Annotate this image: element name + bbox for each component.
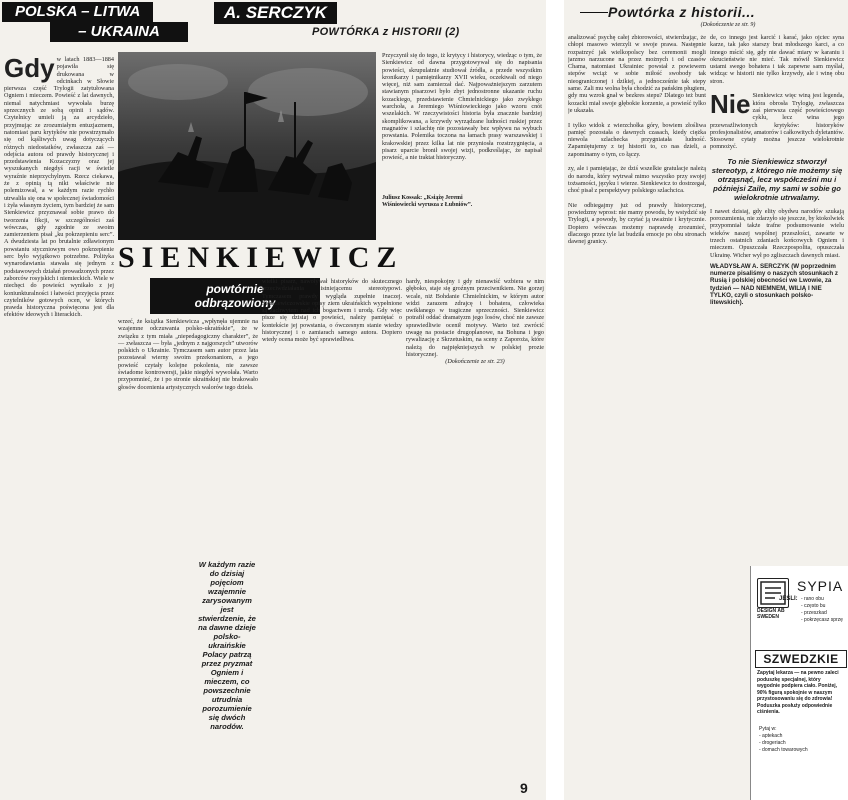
column-text: I nawet dzisiaj, gdy elity obydwu narodów szukają porozumienia, nie zdarzyło się jeszcze, by ktokolwiek przypomniał także trafne podsumowanie wielu wieków naszej wspólnej przeszłości, zawarte w trzech ostatnich zdaniach końcowych Ogniem i mieczem. Opuszczała Rzeczpospolita, opuszczała Ukrainę. Wicher wył po zgliszczach dawnych miast.	[710, 207, 844, 259]
article-headline: SIENKIEWICZ	[118, 241, 404, 274]
painting-illustration	[118, 52, 376, 240]
list-item: Pytaj w:	[759, 726, 777, 732]
list-item: - drogeriach	[759, 740, 786, 746]
text-column-4	[262, 278, 402, 778]
ad-list	[801, 596, 843, 624]
right-text-column-1	[568, 34, 706, 794]
right-text-column-2	[710, 34, 844, 564]
logo-icon	[758, 579, 788, 607]
column-text: w latach 1883—1884 pojawiła się drukowana w odcinkach w Słowie pierwsza część Trylogii zatytułowana Ogniem i mieczem. Powieść z lat dawnych, niemal natychmiast wywołała burzę sprzecznych ze sobą opinii i sądów. Czytelnicy umieli ją za arcydzieło, przyjmując ze zrozumiałym entuzjazmem, natomiast paru krytyków nie powstrzymało się od kąśliwych uwag dotyczących różnych niedostatków, zwłaszcza zaś — odejścia autora od prawdy historycznej i przedstawienia Kozaczyzny oraz jej wyszukanych niegdyś racji w świetle wyraźnie nieprzychylnym. Rzecz ciekawa, że z opinią tą nikt właściwie nie polemizował, a w każdym razie rychło utrwaliła się ona w społecznej świadomości i żyła własnym życiem, tym bardziej że sam Sienkiewicz przyznawał sobie prawo do tworzenia fikcji, w szczególności zaś wówczas, gdy zgodnie ze swoim zamierzeniem pisał „ku pokrzepieniu serc”. A dwudziesta lat po brutalnie zdławionym powstaniu styczniowym owo pokrzepienie serc było wyjątkowo potrzebne. Polityka wynarodawiania stawała się jednym z podstawowych działań prowadzonych przez zaborców rosyjskich i niemieckich. Wiele w niechęci do powieści wynikało z jej koniunkturalności i łatwości przyjęcia przez czytelników gotowych ocen, w których prawda historyczna poświęcona jest dla efektów ideowych i literackich.	[4, 56, 114, 319]
ad-banner: SZWEDZKIE	[755, 650, 847, 668]
ad-list-heading: JEŚLI:	[779, 596, 798, 602]
column-text: zy, ale i pamiętając, że dziś wszelkie gratulacje należą do narodu, który wytrwał mimo wszystko przy swojej tożsamości, języku i wierze. Sienkiewicz to dostrzegał, choć pisał z perspektywy polskiego szlachcica.	[568, 165, 706, 195]
list-item: - pokrzęcasz sprzę	[801, 617, 843, 623]
list-item: - rano obu	[801, 596, 824, 602]
header-author: A. SERCZYK	[214, 2, 337, 24]
subtitle-line1: powtórnie	[206, 282, 264, 296]
column-text: wrzeć, że książka Sienkiewicza „wpłynęła ujemnie na wzajemne odczuwania polsko-ukraińskie”, że w związku z tym miała „niepedagogiczny charakter”, że — zwłaszcza — była „jednym z najgorszych” utworów polskich o Ukrainie. Tymczasem sam autor przez lata pozostawał wierny swoim przekonaniom, a jego powieść czytały kolejne pokolenia, nie zawsze świadome kontrowersji, jakie niegdyś wywołała. Warto przypomnieć, że i po stronie ukraińskiej nie brakowało głosów docenienia artystycznych walorów tego dzieła.	[118, 318, 258, 391]
drop-cap: Gdy	[4, 56, 55, 83]
design-logo	[757, 578, 789, 608]
column-text: wielki pisarz, nawoływał historyków do skutecznego przeciwdziałania istniejącemu stereotypowi. Tymczasem prawdy wygląda zupełnie inaczej. Sienkiewiczowskie opisy ziem ukraińskich wypełnione są zachwytem nad ich bogactwem i urodą. Gdy więc pisze się dzisiaj o powieści, należy pamiętać o kontekście jej powstania, o ówczesnym stanie wiedzy historycznej i o zamiarach samego autora. Dopiero wtedy ocena może być sprawiedliwa.	[262, 278, 402, 344]
photo-caption: Juliusz Kossak: „Książę Jeremi Wiśniowiecki wyrusza z Łubniów”.	[382, 195, 473, 208]
column-text: Przyczynił się do tego, iż krytycy i historycy, wiedząc o tym, że Sienkiewicz od dawna przygotowywał się do napisania powieści, skrupulatnie studiował źródła, a przede wszystkim kronikarzy i pamiętnikarzy XVII wieku, oczekiwali od niego więcej, niż sam zamierzał dać. Najpoważniejszym zarzutem stawianym pisarzowi było zbyt jednostronne ukazanie ruchu kozackiego, przedstawienie Chmielnickiego jako zwykłego warchoła, a Jeremiego Wiśniowieckiego jako wzoru cnót wszelakich. W rzeczywistości historia była znacznie bardziej skomplikowana, a krzywdy wyrządzane ludności ruskiej przez magnatów i szlachtę nie pozostawały bez wpływu na wybuch powstania. Polemika toczona na łamach prasy warszawskiej i krakowskiej przez kilka lat nie przyniosła rozstrzygnięcia, a pisarz uparcie bronił swojej wizji, podkreślając, że napisał powieść, a nie traktat historyczny.	[382, 52, 542, 162]
subtitle-line2: odbrązowiony	[194, 296, 276, 310]
column-text: I tylko widok z wierzchołka góry, bowiem złośliwa pamięć pozostała o dawnych czasach, kiedy ciężka niewola szlachecka przygniatała ludność. Zapamiętujemy z tej historii to, co nas dzieli, a zapominamy o tym, co łączy.	[568, 121, 706, 158]
article-page-right	[564, 0, 848, 800]
author-note: WŁADYSŁAW A. SERCZYK (W poprzednim numerze pisaliśmy o naszych stosunkach z Rusią i polskiej obecności we Lwowie, za tydzień — NAD NIEMNEM, WILIĄ I NIE TYLKO, czyli o stosunkach polsko-litewskich).	[710, 262, 838, 307]
article-header	[0, 0, 546, 44]
header-rule	[580, 12, 608, 13]
logo-text: DESIGN AB SWEDEN	[757, 608, 785, 620]
column-text: Sienkiewicz więc winą jest legenda, która obrosła Trylogię, zwłaszcza zaś pierwsza część powieściowego cyklu, lecz wina jego przewrażliwionych krytyków: historyków profesjonalistów, amatorów i całkowitych dyletantów. Stosowne cytaty można jeszcze wielokrotnie pomnożyć.	[710, 92, 844, 151]
ad-brand: SYPIA	[797, 578, 844, 594]
ad-text: Zapytaj lekarza — na pewno zaleci poduszkę specjalnej, który wygodnie podpiera ciało. Poniżej, 90% figurą spokojnie w naszym przystosowaniu się do zdrowia! Poduszka posłuży odpowiednie ciśnienia.	[757, 670, 839, 715]
continued-from-note: (Dokończenie ze str. 9)	[700, 22, 756, 28]
column-text: hardy, niespokojny i gdy nienawiść wzbiera w nim głęboko, staje się groźnym przeciwnikiem. Nie gorzej wcale, niż Bohdanie Chmielnickim, w którym autor widzi zarazem zdrajcę i bohatera, człowieka uwikłanego w tragiczne sprzeczności. Sienkiewicz potrafił oddać dramatyzm jego losów, choć nie zawsze sprawiedliwie ocenił motywy. Warto też zwrócić uwagę na postacie drugoplanowe, na Bohuna i jego rywalizację z Skrzetuskim, na sceny z Zaporoża, które należą do najpiękniejszych w polskiej prozie historycznej.	[406, 278, 544, 358]
page-gutter	[546, 0, 564, 800]
ad-bullets	[759, 726, 843, 754]
page-number: 9	[520, 780, 528, 796]
battle-painting-image	[118, 52, 376, 240]
pull-quote-2: To nie Sienkiewicz stworzył stereotyp, z którego nie możemy się otrząsnąć, lecz współcześni mu i późniejsi Zaile, my sami w sobie go wielokrotnie utrwalamy.	[711, 156, 843, 202]
column-text: Nie odbiegajmy już od prawdy historycznej, powiedzmy wprost: nie mamy powodu, by wstydzić się Trylogii, a powody, by czytać ją uważnie i krytycznie. Dopiero wówczas możemy naprawdę zrozumieć, dlaczego przez tyle lat budziła emocje po obu stronach dawnej granicy.	[568, 201, 706, 246]
text-column-5	[406, 278, 544, 768]
advertisement[interactable]	[750, 566, 848, 800]
list-item: - często bu	[801, 603, 826, 609]
list-item: - aptekach	[759, 733, 783, 739]
pull-quote: W każdym razie do dzisiaj pojęciom wzajemnie zarysowanym jest stwierdzenie, że na dawne dzieje polsko-ukraińskie Polacy patrzą przez pryzmat Ogniem i mieczem, co powszechnie utrudnia porozumienie się dwóch narodów.	[198, 560, 256, 731]
list-item: - domach towarowych	[759, 747, 808, 753]
text-column-1	[4, 56, 114, 786]
section-title-line1: POLSKA – LITWA	[2, 2, 153, 22]
column-text: analizować psychę całej zbiorowości, stwierdzając, że chłopi masowo wierzyli w swoje prawa. Następnie rozpatrzyć jak wielkopolscy bez ceremonii mogli jarzmo narzucone na przez możnych i od czasów Chama, natomiast Ukrainiec powstał z powiewem stepów wciąż w sobie miłość swobody tak nieograniczonej i dzikiej, a jednocześnie tak stepy same. Zali mu wolna była chodzić za pańskim pługiem, gdy mu wzrok gnał w bezkres stepu? Dlatego też bunt kozacki miał swoje głębokie korzenie, a powieść tylko je ukazała.	[568, 34, 706, 114]
drop-cap: Nie	[710, 89, 751, 120]
continued-note: (Dokończenie ze str. 23)	[445, 358, 505, 366]
column-text: de, co innego jest karcić i karać, jako ojciec syna karze, tak jako starszy brat młodszego karci, a co innego mścić się, gdy nie dawać miary w karaniu i okrucieństwie nie mieć. Tak mówił Sienkiewicz ustami swego bohatera i tak zapewne sam myślał, widząc w historii nie tylko krzywdy, ale i winę obu stron.	[710, 34, 844, 85]
list-item: - przeszkad	[801, 610, 827, 616]
text-column-2	[382, 52, 542, 192]
section-title-line2: – UKRAINA	[50, 22, 188, 42]
continuation-header: Powtórka z historii...	[608, 4, 756, 20]
series-title: POWTÓRKA z HISTORII (2)	[312, 26, 460, 38]
